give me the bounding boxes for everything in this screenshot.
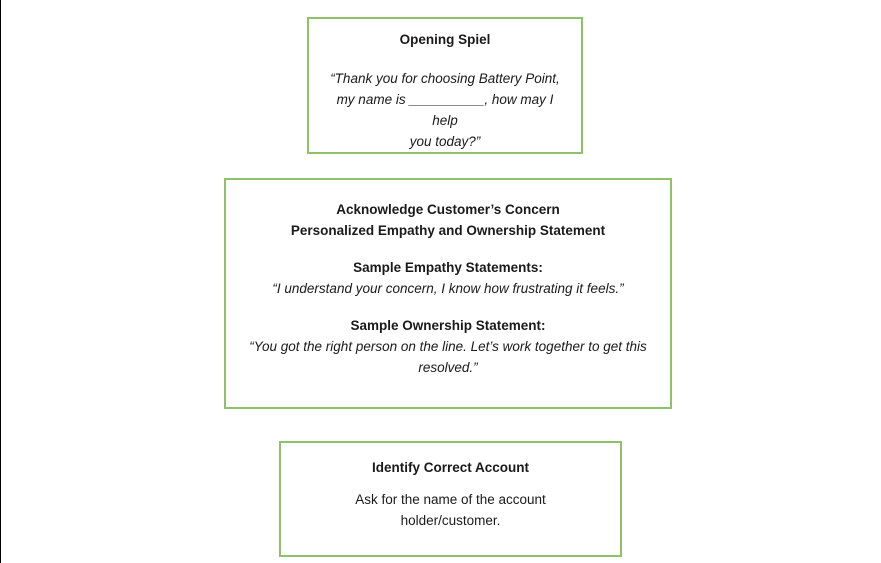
ownership-statement-line-1: “You got the right person on the line. Let’s work together to get this (249, 339, 647, 354)
acknowledge-concern-box (224, 178, 672, 409)
identify-account-title: Identify Correct Account (371, 460, 530, 475)
opening-quote-line-2: my name is __________, how may I help (336, 92, 554, 128)
identify-account-box (279, 441, 622, 557)
identify-account-body (281, 489, 620, 531)
empathy-statement-text: “I understand your concern, I know how frustrating it feels.” (272, 281, 624, 296)
opening-spiel-quote (309, 68, 581, 152)
left-page-rule (0, 0, 1, 563)
empathy-ownership-title: Personalized Empathy and Ownership Statement (290, 223, 606, 238)
opening-spiel-title: Opening Spiel (399, 32, 491, 47)
empathy-statements-heading: Sample Empathy Statements: (353, 260, 543, 275)
acknowledge-title: Acknowledge Customer’s Concern (336, 202, 560, 217)
opening-quote-line-1: “Thank you for choosing Battery Point, (330, 71, 560, 86)
ownership-statement-heading: Sample Ownership Statement: (350, 318, 546, 333)
opening-quote-line-3: you today?” (409, 134, 481, 149)
ownership-statement-line-2: resolved.” (418, 360, 478, 375)
identify-account-line-1: Ask for the name of the account (355, 492, 546, 507)
opening-spiel-box (307, 17, 583, 154)
identify-account-line-2: holder/customer. (400, 513, 501, 528)
